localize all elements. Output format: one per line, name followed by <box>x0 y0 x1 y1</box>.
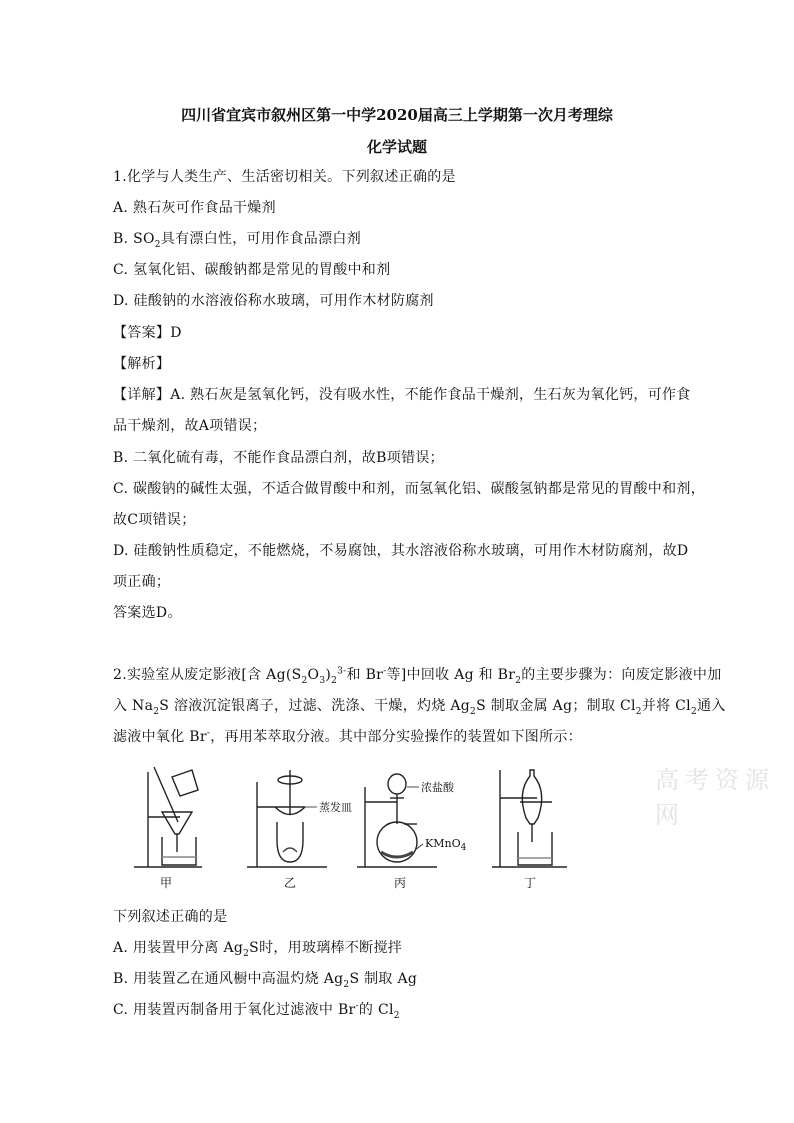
q1-detail-line: 故C项错误； <box>113 512 196 528</box>
apparatus-ding <box>492 770 567 867</box>
q1-detail-line: B. 二氧化硫有毒，不能作食品漂白剂，故B项错误； <box>113 450 444 466</box>
document-subtitle: 化学试题 <box>366 138 427 156</box>
label-kmno4: KMnO$_4$ <box>425 837 467 854</box>
q1-option-d: D. 硅酸钠的水溶液俗称水玻璃，可用作木材防腐剂 <box>113 293 434 309</box>
q2-option-b: B. 用装置乙在通风橱中高温灼烧 $Ag_2S$ 制取 Ag <box>113 971 418 990</box>
apparatus-yi <box>247 770 327 867</box>
watermark: 高考资源网 <box>655 766 775 829</box>
figure-label-ding: 丁 <box>524 876 537 890</box>
q2-stem-line2: 入 $Na_2S$ 溶液沉淀银离子，过滤、洗涤、干燥，灼烧 $Ag_2S$ 制取金属 Ag；制取 $Cl_2$并将 $Cl_2$通入 <box>113 698 726 717</box>
q2-stem-line3: 滤液中氧化 Br-，再用苯萃取分液。其中部分实验操作的装置如下图所示： <box>113 728 582 745</box>
apparatus-jia <box>134 767 202 867</box>
q1-detail-line: 项正确； <box>113 574 171 590</box>
figure-label-yi: 乙 <box>284 876 297 890</box>
q1-detail-line: 品干燥剂，故A项错误； <box>113 418 267 434</box>
q1-analysis-heading: 【解析】 <box>113 356 171 372</box>
q1-detail-line: 【详解】A. 熟石灰是氢氧化钙，没有吸水性，不能作食品干燥剂，生石灰为氧化钙，可作食 <box>113 387 691 403</box>
figure-label-bing: 丙 <box>394 876 407 890</box>
q1-detail-line: C. 碳酸钠的碱性太强，不适合做胃酸中和剂，而氢氧化铝、碳酸氢钠都是常见的胃酸中和剂， <box>113 481 706 497</box>
q1-final-answer: 答案选D。 <box>113 605 182 621</box>
q1-answer: 【答案】D <box>113 325 182 341</box>
label-evaporating-dish: 蒸发皿 <box>319 801 352 814</box>
figure-label-jia: 甲 <box>160 876 173 890</box>
document-title: 四川省宜宾市叙州区第一中学2020届高三上学期第一次月考理综 <box>181 106 613 124</box>
label-conc-hcl: 浓盐酸 <box>421 781 454 794</box>
q2-option-a: A. 用装置甲分离 $Ag_2S$时，用玻璃棒不断搅拌 <box>113 940 403 959</box>
q2-option-c: C. 用装置丙制备用于氧化过滤液中 Br-的 $Cl_2$ <box>113 1001 400 1021</box>
q1-option-a: A. 熟石灰可作食品干燥剂 <box>113 200 276 216</box>
q1-option-c: C. 氢氧化铝、碳酸钠都是常见的胃酸中和剂 <box>113 262 391 278</box>
q1-detail-line: D. 硅酸钠性质稳定，不能燃烧，不易腐蚀，其水溶液俗称水玻璃，可用作木材防腐剂，故D <box>113 543 689 559</box>
q1-option-b: B. $SO_2$具有漂白性，可用作食品漂白剂 <box>113 231 361 250</box>
q2-question: 下列叙述正确的是 <box>113 909 228 925</box>
q2-stem-line1: 2.实验室从废定影液[含 $Ag(S_2O_3)_2^{3-}$和 Br-等]中回收 Ag 和 $Br_2$的主要步骤为：向废定影液中加 <box>113 666 722 686</box>
q1-stem: 1.化学与人类生产、生活密切相关。下列叙述正确的是 <box>113 169 456 185</box>
apparatus-figure <box>132 762 602 897</box>
